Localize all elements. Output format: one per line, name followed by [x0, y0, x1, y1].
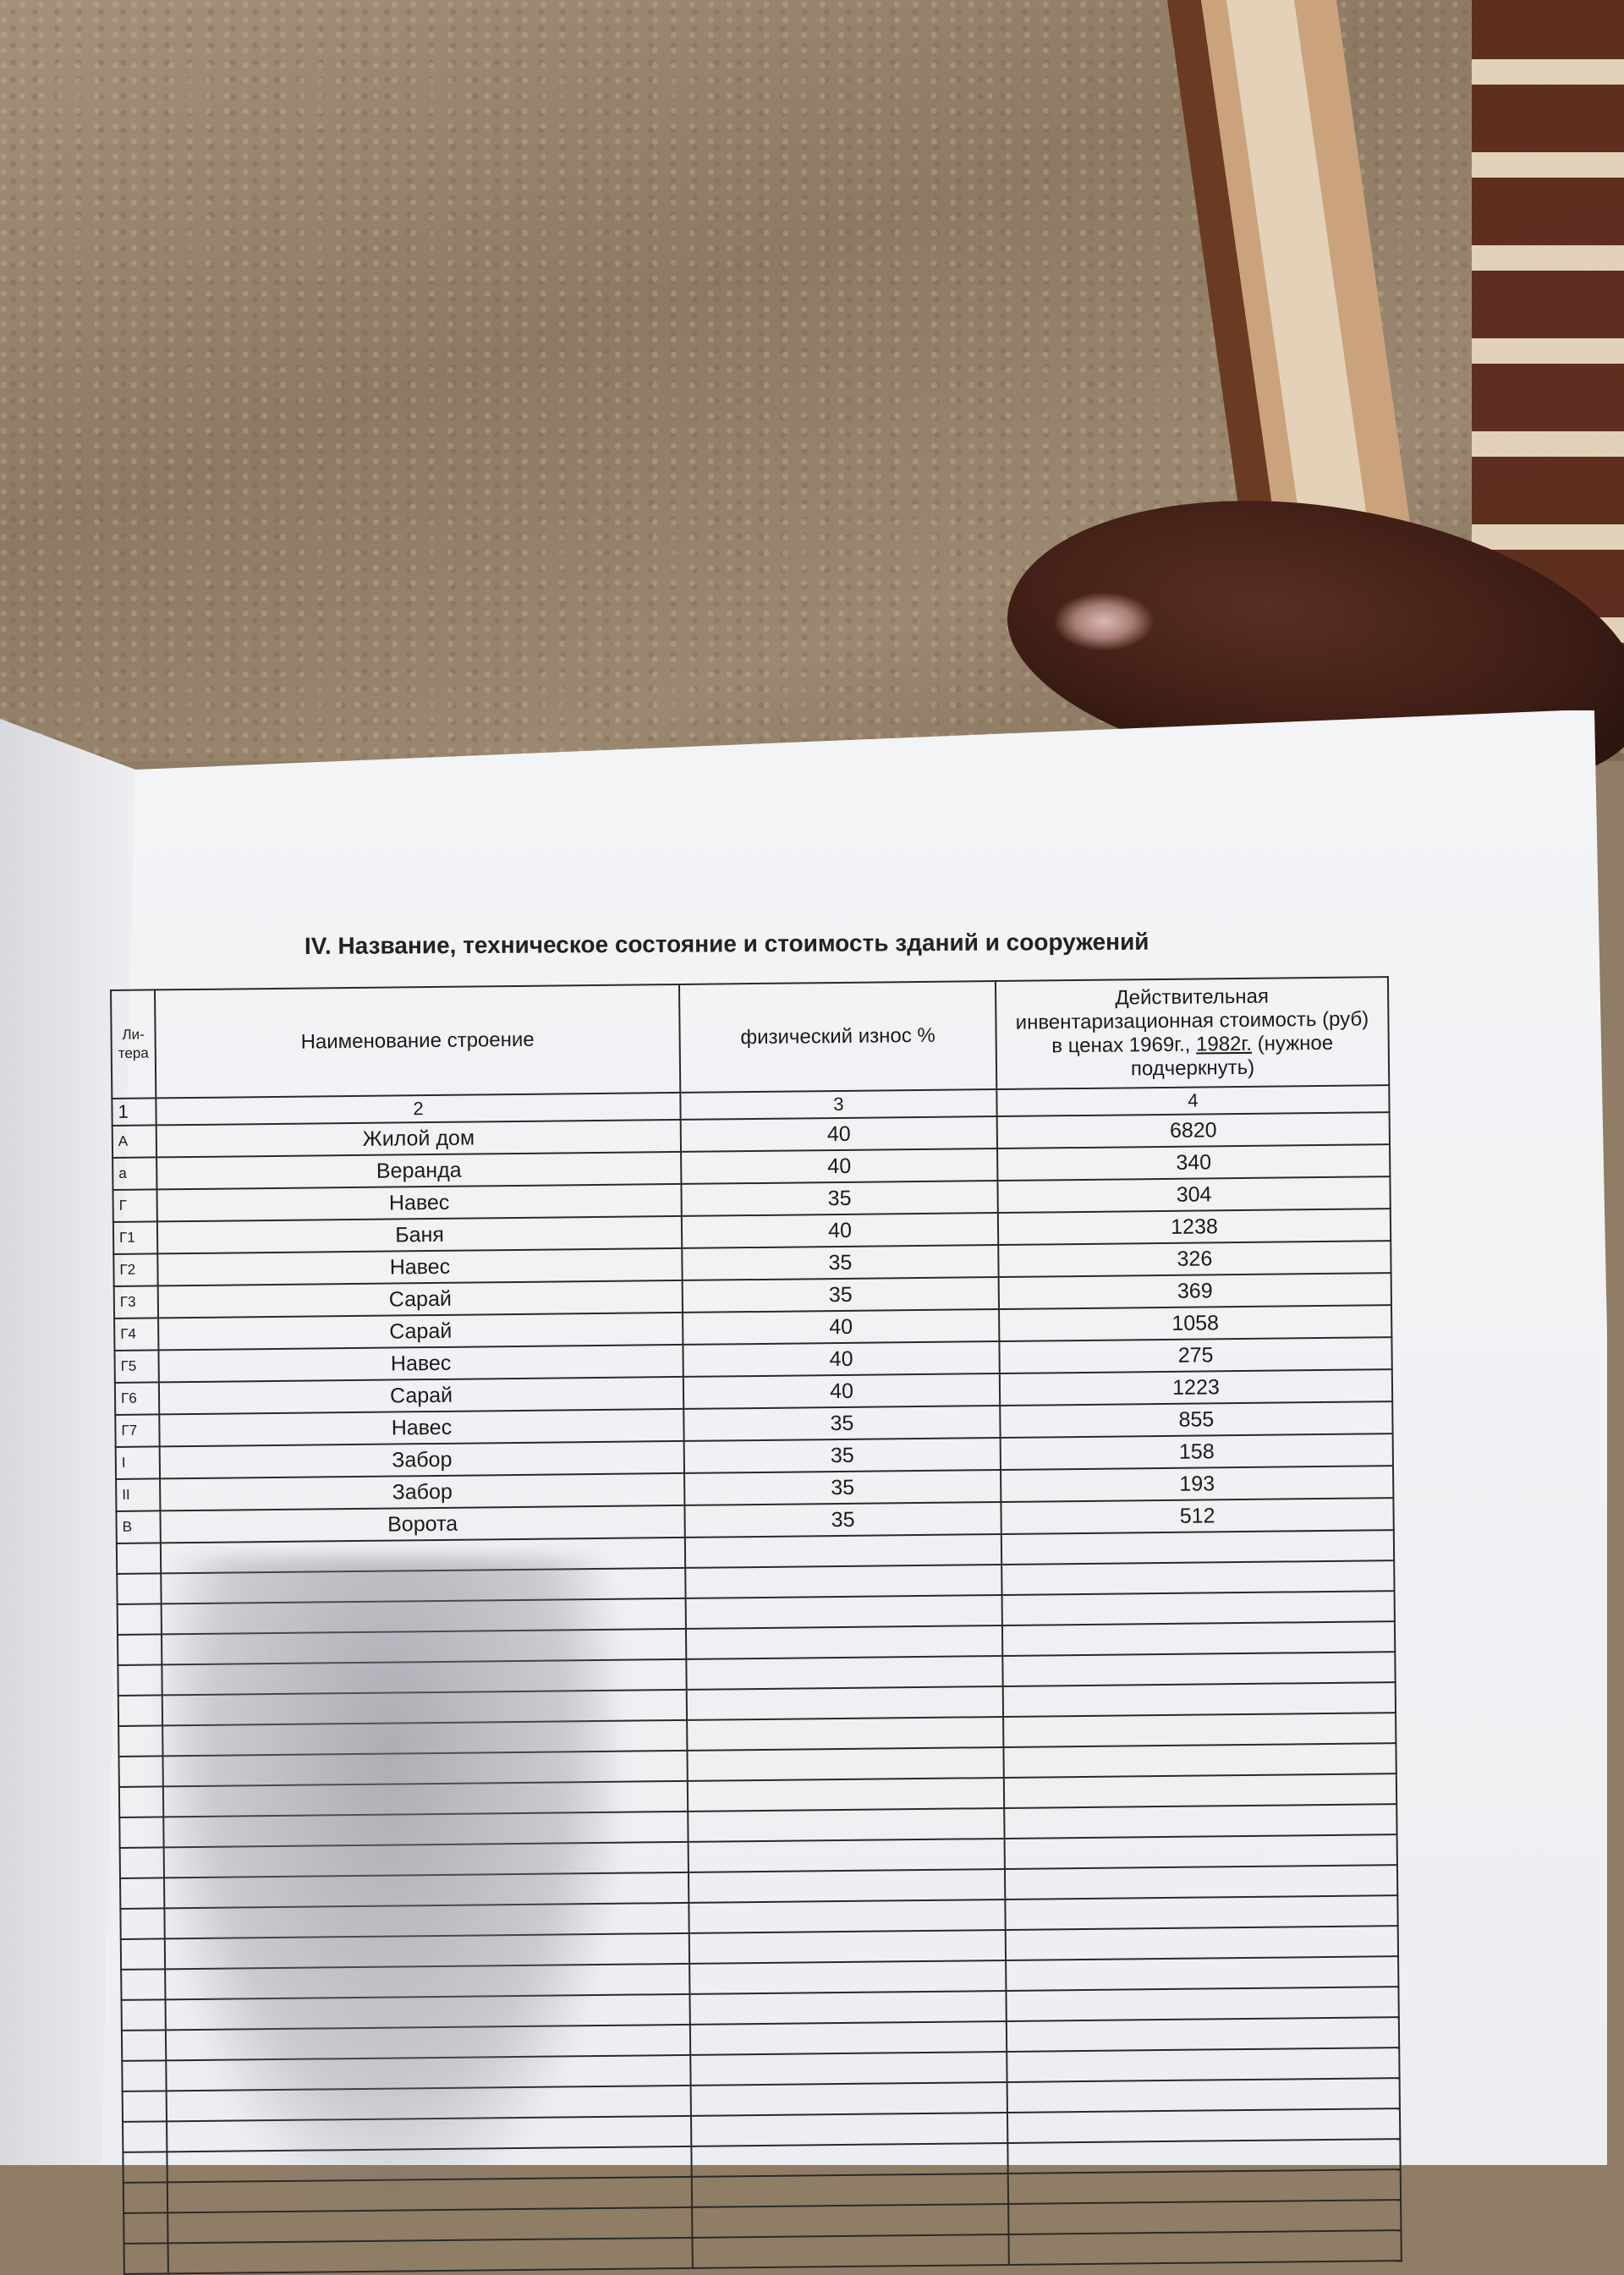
- cell-letter: Г4: [114, 1318, 158, 1351]
- cell-building-name: Навес: [156, 1184, 681, 1221]
- cell-cost: 1058: [999, 1305, 1391, 1341]
- empty-cell: [118, 1634, 162, 1665]
- column-number: 2: [156, 1093, 680, 1125]
- empty-cell: [691, 2113, 1007, 2146]
- empty-cell: [1002, 1652, 1395, 1686]
- cell-cost: 1238: [998, 1209, 1391, 1245]
- empty-cell: [689, 1899, 1005, 1933]
- cell-letter: I: [116, 1446, 160, 1479]
- cell-building-name: Сарай: [158, 1313, 683, 1350]
- cell-letter: В: [116, 1510, 160, 1543]
- empty-cell: [1008, 2200, 1401, 2234]
- header-building-name: Наименование строение: [155, 984, 680, 1098]
- empty-cell: [1001, 1530, 1394, 1565]
- empty-cell: [124, 2243, 168, 2274]
- cell-wear: 40: [683, 1341, 999, 1377]
- cell-cost: 275: [999, 1337, 1391, 1373]
- document-title: IV. Название, техническое состояние и стоимость зданий и сооружений: [304, 928, 1149, 960]
- empty-cell: [1005, 1895, 1397, 1930]
- cell-wear: 40: [681, 1148, 997, 1184]
- cell-letter: А: [112, 1125, 156, 1158]
- cell-building-name: Забор: [160, 1473, 684, 1510]
- empty-cell: [687, 1686, 1003, 1720]
- empty-cell: [686, 1595, 1002, 1629]
- empty-cell: [1007, 2139, 1400, 2174]
- cell-letter: II: [116, 1478, 160, 1511]
- empty-cell: [1007, 2048, 1399, 2082]
- cell-cost: 304: [997, 1176, 1390, 1213]
- empty-cell: [1005, 1865, 1397, 1899]
- empty-cell: [1001, 1560, 1394, 1595]
- cell-cost: 6820: [997, 1112, 1390, 1148]
- cell-wear: 35: [681, 1181, 997, 1216]
- cell-cost: 855: [1000, 1401, 1392, 1438]
- column-number: 3: [680, 1089, 996, 1120]
- empty-cell: [686, 1656, 1002, 1690]
- empty-cell: [1004, 1773, 1396, 1808]
- cell-letter: Г3: [114, 1286, 158, 1318]
- empty-cell: [686, 1625, 1002, 1659]
- empty-cell: [688, 1778, 1004, 1812]
- empty-cell: [689, 1930, 1006, 1964]
- empty-cell: [692, 2234, 1008, 2268]
- empty-cell: [692, 2174, 1008, 2207]
- cell-letter: Г7: [115, 1414, 159, 1447]
- cell-building-name: Ворота: [160, 1505, 684, 1543]
- empty-cell: [121, 1969, 165, 2000]
- header-cost-underlined-year: 1982г.: [1195, 1032, 1253, 1056]
- cell-cost: 512: [1001, 1498, 1393, 1534]
- empty-cell: [685, 1534, 1001, 1568]
- empty-cell: [119, 1786, 163, 1817]
- empty-cell: [1003, 1743, 1396, 1778]
- cell-wear: 35: [682, 1245, 998, 1280]
- empty-cell: [1008, 2230, 1401, 2265]
- cell-building-name: Навес: [158, 1345, 683, 1382]
- cell-building-name: Сарай: [159, 1377, 683, 1414]
- empty-cell: [120, 1908, 164, 1939]
- empty-cell: [122, 2030, 166, 2061]
- cell-cost: 1223: [1000, 1369, 1392, 1406]
- empty-cell: [1005, 1834, 1397, 1869]
- empty-cell: [692, 2204, 1008, 2238]
- empty-cell: [121, 1938, 165, 1970]
- empty-cell: [1002, 1591, 1395, 1625]
- cell-wear: 35: [683, 1277, 999, 1313]
- empty-cell: [1002, 1621, 1395, 1656]
- empty-cell: [118, 1725, 162, 1757]
- cell-letter: Г2: [113, 1253, 157, 1286]
- cell-cost: 369: [999, 1273, 1391, 1309]
- empty-cell: [118, 1664, 162, 1696]
- cell-building-name: Сарай: [158, 1280, 683, 1318]
- empty-cell: [117, 1573, 161, 1604]
- empty-cell: [123, 2212, 167, 2244]
- empty-cell: [1007, 2078, 1400, 2113]
- empty-cell: [689, 1839, 1005, 1872]
- empty-cell: [1006, 1926, 1398, 1960]
- empty-cell: [118, 1695, 162, 1726]
- cell-wear: 35: [684, 1438, 1001, 1473]
- empty-cell: [1007, 2017, 1399, 2052]
- empty-cell: [689, 1960, 1006, 1994]
- cell-wear: 40: [683, 1309, 999, 1345]
- cell-building-name: Жилой дом: [156, 1120, 681, 1157]
- cell-letter: Г6: [115, 1382, 159, 1415]
- empty-cell: [117, 1543, 161, 1574]
- cell-wear: 35: [684, 1502, 1001, 1538]
- header-cost-line2: инвентаризационная стоимость (руб): [1015, 1007, 1369, 1034]
- empty-cell: [118, 1756, 162, 1787]
- empty-cell: [119, 1817, 163, 1848]
- header-cost-line1: Действительная: [1115, 984, 1270, 1010]
- empty-cell: [687, 1747, 1003, 1781]
- empty-cell: [1003, 1713, 1396, 1747]
- header-letter: Ли-тера: [111, 989, 156, 1099]
- cell-cost: 193: [1001, 1466, 1393, 1502]
- column-number: 1: [112, 1098, 156, 1126]
- empty-cell: [689, 1991, 1006, 2025]
- header-cost-prefix: в ценах 1969г.,: [1051, 1033, 1191, 1058]
- cell-letter: Г1: [113, 1221, 157, 1254]
- empty-cell: [1007, 2108, 1400, 2143]
- empty-cell: [690, 2021, 1007, 2055]
- header-physical-wear: физический износ %: [679, 981, 996, 1093]
- empty-cell: [1006, 1956, 1398, 1991]
- cell-letter: а: [112, 1157, 156, 1190]
- empty-cell: [691, 2143, 1007, 2177]
- empty-cell: [689, 1869, 1005, 1903]
- slipper-worn-spot: [1053, 592, 1155, 651]
- empty-cell: [1004, 1804, 1396, 1839]
- cell-letter: Г5: [114, 1350, 158, 1383]
- cell-building-name: Навес: [157, 1248, 682, 1286]
- cell-building-name: Веранда: [156, 1152, 681, 1189]
- cell-building-name: Баня: [157, 1216, 682, 1253]
- column-number: 4: [996, 1085, 1389, 1116]
- cell-cost: 326: [998, 1241, 1391, 1277]
- empty-cell: [687, 1717, 1003, 1751]
- cell-wear: 35: [683, 1406, 1000, 1441]
- cell-wear: 40: [681, 1116, 997, 1152]
- empty-cell: [118, 1603, 162, 1635]
- cell-building-name: Забор: [160, 1441, 684, 1478]
- cell-cost: 340: [997, 1144, 1390, 1181]
- empty-cell: [120, 1878, 164, 1909]
- header-cost-line3: [997, 1031, 1388, 1059]
- cell-wear: 40: [683, 1373, 1000, 1409]
- header-cost-line4: подчеркнуть): [1130, 1055, 1255, 1081]
- empty-cell: [1003, 1682, 1396, 1717]
- header-inventory-cost: [996, 977, 1389, 1089]
- empty-cell: [122, 1999, 166, 2031]
- header-cost-suffix: (нужное: [1257, 1031, 1334, 1055]
- cell-wear: 40: [682, 1213, 998, 1248]
- empty-cell: [120, 1847, 164, 1878]
- hand-shadow: [161, 1556, 617, 2199]
- cell-building-name: Навес: [159, 1409, 683, 1446]
- empty-cell: [168, 2238, 693, 2273]
- empty-cell: [690, 2052, 1007, 2086]
- empty-cell: [688, 1808, 1004, 1842]
- empty-cell: [691, 2082, 1007, 2116]
- cell-letter: Г: [112, 1189, 156, 1222]
- empty-cell: [1008, 2169, 1401, 2204]
- cell-cost: 158: [1001, 1434, 1393, 1470]
- cell-wear: 35: [684, 1470, 1001, 1505]
- table-header-row: [111, 977, 1389, 1099]
- empty-cell: [685, 1565, 1001, 1598]
- empty-cell: [1006, 1987, 1398, 2021]
- empty-cell: [122, 2060, 166, 2091]
